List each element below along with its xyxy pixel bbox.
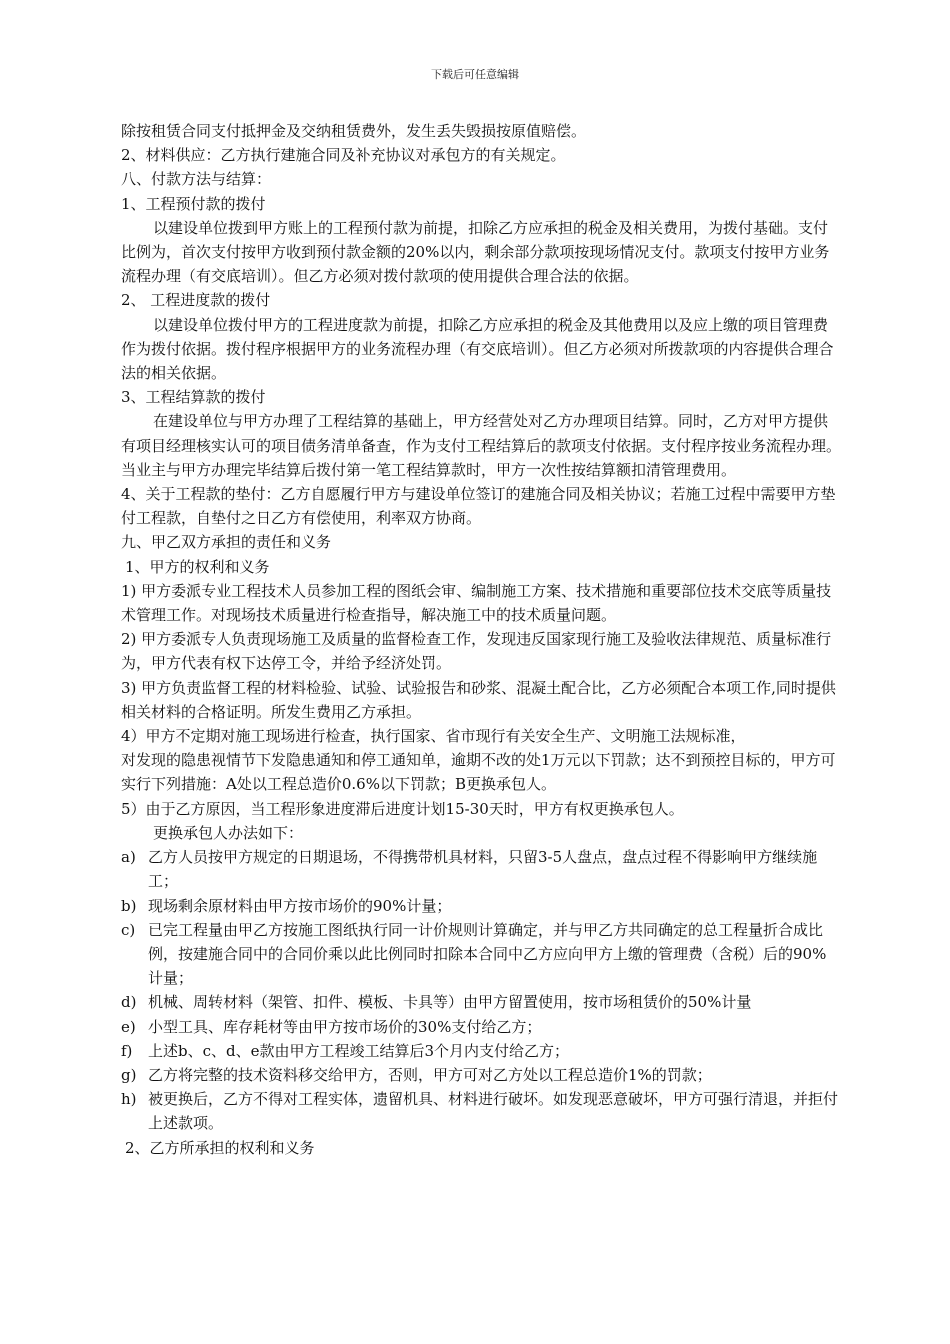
paragraph: 4、关于工程款的垫付：乙方自愿履行甲方与建设单位签订的建施合同及相关协议；若施工过程中需要甲方垫付工程款，自垫付之日乙方有偿使用，利率双方协商。 [121,485,836,528]
paragraph: 更换承包人办法如下： [153,823,304,842]
list-text: 小型工具、库存耗材等由甲方按市场价的30%支付给乙方； [148,1017,542,1036]
list-item [121,845,841,893]
list-text: 乙方人员按甲方规定的日期退场，不得携带机具材料，只留3-5人盘点，盘点过程不得影响甲方继续施工； [148,848,818,891]
list-label: e) [121,1017,136,1036]
list-label: f) [121,1041,133,1060]
subsection-heading: 1、工程预付款的拨付 [121,194,266,213]
page-header: 下载后可任意编辑 [431,68,519,81]
paragraph: 以建设单位拨付甲方的工程进度款为前提，扣除乙方应承担的税金及其他费用以及应上缴的项目管理费作为拨付依据。拨付程序根据甲方的业务流程办理（有交底培训）。但乙方必须对所拨款项的内容提供合理合法的相关依据。 [121,315,834,383]
paragraph: 3) 甲方负责监督工程的材料检验、试验、试验报告和砂浆、混凝土配合比，乙方必须配合本项工作,同时提供相关材料的合格证明。所发生费用乙方承担。 [121,678,836,721]
subsection-heading: 2、乙方所承担的权利和义务 [125,1138,315,1157]
paragraph: 5）由于乙方原因，当工程形象进度滞后进度计划15-30天时，甲方有权更换承包人。 [121,799,684,818]
subsection-heading: 1、甲方的权利和义务 [125,557,270,576]
list-text: 被更换后，乙方不得对工程实体，遗留机具、材料进行破坏。如发现恶意破坏，甲方可强行清退，并拒付上述款项。 [148,1090,839,1133]
paragraph: 2) 甲方委派专人负责现场施工及质量的监督检查工作，发现违反国家现行施工及验收法律规范、质量标准行为，甲方代表有权下达停工令，并给予经济处罚。 [121,630,832,673]
paragraph: 1) 甲方委派专业工程技术人员参加工程的图纸会审、编制施工方案、技术措施和重要部位技术交底等质量技术管理工作。对现场技术质量进行检查指导，解决施工中的技术质量问题。 [121,581,832,625]
list-item [121,894,841,918]
list-text: 上述b、c、d、e款由甲方工程竣工结算后3个月内支付给乙方； [148,1041,570,1060]
paragraph: 2、材料供应：乙方执行建施合同及补充协议对承包方的有关规定。 [121,146,566,165]
list-label: g) [121,1065,137,1084]
list-item [121,918,841,991]
list-label: h) [121,1090,137,1109]
subsection-heading: 3、工程结算款的拨付 [121,388,266,407]
list-label: c) [121,920,136,939]
list-item [121,1087,841,1135]
list-item [121,1063,841,1087]
list-text: 现场剩余原材料由甲方按市场价的90%计量； [148,896,452,915]
paragraph: 在建设单位与甲方办理了工程结算的基础上，甲方经营处对乙方办理项目结算。同时，乙方对甲方提供有项目经理核实认可的项目债务清单备查，作为支付工程结算后的款项支付依据。支付程序按业务流程办理。当业主与甲方办理完毕结算后拨付第一笔工程结算款时，甲方一次性按结算额扣清管理费用。 [121,412,842,479]
list-item [121,990,841,1014]
paragraph: 以建设单位拨到甲方账上的工程预付款为前提，扣除乙方应承担的税金及相关费用，为拨付基础。支付比例为，首次支付按甲方收到预付款金额的20%以内，剩余部分款项按现场情况支付。款项支付按甲方业务流程办理（有交底培训）。但乙方必须对拨付款项的使用提供合理合法的依据。 [121,218,830,286]
list-item [121,1039,841,1063]
document-body [121,119,841,1160]
paragraph: 除按租赁合同支付抵押金及交纳租赁费外，发生丢失毁损按原值赔偿。 [121,122,587,140]
paragraph: 对发现的隐患视情节下发隐患通知和停工通知单，逾期不改的处1万元以下罚款；达不到预控目标的，甲方可实行下列措施：A处以工程总造价0.6%以下罚款；B更换承包人。 [121,751,836,794]
subsection-heading: 2、 工程进度款的拨付 [121,291,271,310]
list-item [121,1015,841,1039]
list-text: 乙方将完整的技术资料移交给甲方，否则，甲方可对乙方处以工程总造价1%的罚款； [148,1065,712,1084]
list-label: a) [121,848,136,867]
section-heading: 九、甲乙双方承担的责任和义务 [121,533,332,552]
section-heading: 八、付款方法与结算： [121,170,272,189]
list-text: 机械、周转材料（架管、扣件、模板、卡具等）由甲方留置使用，按市场租赁价的50%计量 [148,993,752,1012]
list-label: b) [121,896,137,915]
list-text: 已完工程量由甲乙方按施工图纸执行同一计价规则计算确定，并与甲乙方共同确定的总工程量折合成比例，按建施合同中的合同价乘以此比例同时扣除本合同中乙方应向甲方上缴的管理费（含税）后的90%计量； [148,920,827,988]
list-label: d) [121,993,137,1012]
paragraph: 4）甲方不定期对施工现场进行检查，执行国家、省市现行有关安全生产、文明施工法规标准， [121,727,746,746]
